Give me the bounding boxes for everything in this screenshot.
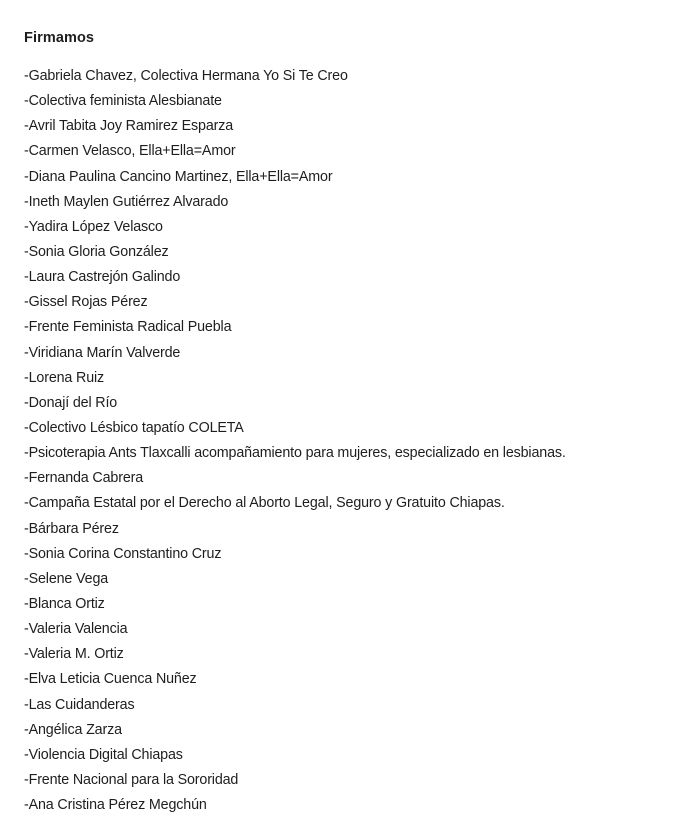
signatory-item: -Colectivo Lésbico tapatío COLETA xyxy=(24,419,244,436)
signatory-item: -Sonia Corina Constantino Cruz xyxy=(24,545,222,562)
signatory-item: -Selene Vega xyxy=(24,570,109,587)
signatory-item: -Lorena Ruiz xyxy=(24,369,105,386)
signatory-item: -Fernanda Cabrera xyxy=(24,470,144,487)
signatory-item: -Valeria M. Ortiz xyxy=(24,646,124,663)
signatory-list xyxy=(24,67,566,821)
signatory-item: -Valeria Valencia xyxy=(24,621,128,638)
signatory-item: -Las Cuidanderas xyxy=(24,696,135,713)
signatory-item: -Ineth Maylen Gutiérrez Alvarado xyxy=(24,193,229,210)
signatory-item: -Gissel Rojas Pérez xyxy=(24,294,148,311)
signatory-item: -Violencia Digital Chiapas xyxy=(24,746,183,763)
signatory-item: -Donají del Río xyxy=(24,394,118,411)
signatory-item: -Colectiva feminista Alesbianate xyxy=(24,93,222,110)
signatory-item: -Gabriela Chavez, Colectiva Hermana Yo Si Te Creo xyxy=(24,68,348,84)
signatory-item: -Elva Leticia Cuenca Nuñez xyxy=(24,671,197,688)
signatory-item: -Angélica Zarza xyxy=(24,721,122,738)
signatory-item: -Campaña Estatal por el Derecho al Aborto Legal, Seguro y Gratuito Chiapas. xyxy=(24,495,505,512)
signatory-item: -Bárbara Pérez xyxy=(24,520,119,537)
signatory-item: -Diana Paulina Cancino Martinez, Ella+Ella=Amor xyxy=(24,168,333,185)
signatory-item: -Ana Cristina Pérez Megchún xyxy=(24,797,207,814)
signatory-item: -Blanca Ortiz xyxy=(24,595,105,612)
document-heading: Firmamos xyxy=(24,30,95,46)
signatory-item: -Frente Feminista Radical Puebla xyxy=(24,319,232,336)
signatory-item: -Avril Tabita Joy Ramirez Esparza xyxy=(24,118,234,135)
signatory-item: -Laura Castrejón Galindo xyxy=(24,269,181,286)
signatory-item: -Viridiana Marín Valverde xyxy=(24,344,181,361)
signatory-item: -Frente Nacional para la Sororidad xyxy=(24,771,239,788)
signatory-item: -Psicoterapia Ants Tlaxcalli acompañamiento para mujeres, especializado en lesbianas. xyxy=(24,445,566,462)
signatory-item: -Sonia Gloria González xyxy=(24,243,169,260)
signatory-item: -Yadira López Velasco xyxy=(24,218,163,235)
signatory-item: -Carmen Velasco, Ella+Ella=Amor xyxy=(24,143,236,160)
